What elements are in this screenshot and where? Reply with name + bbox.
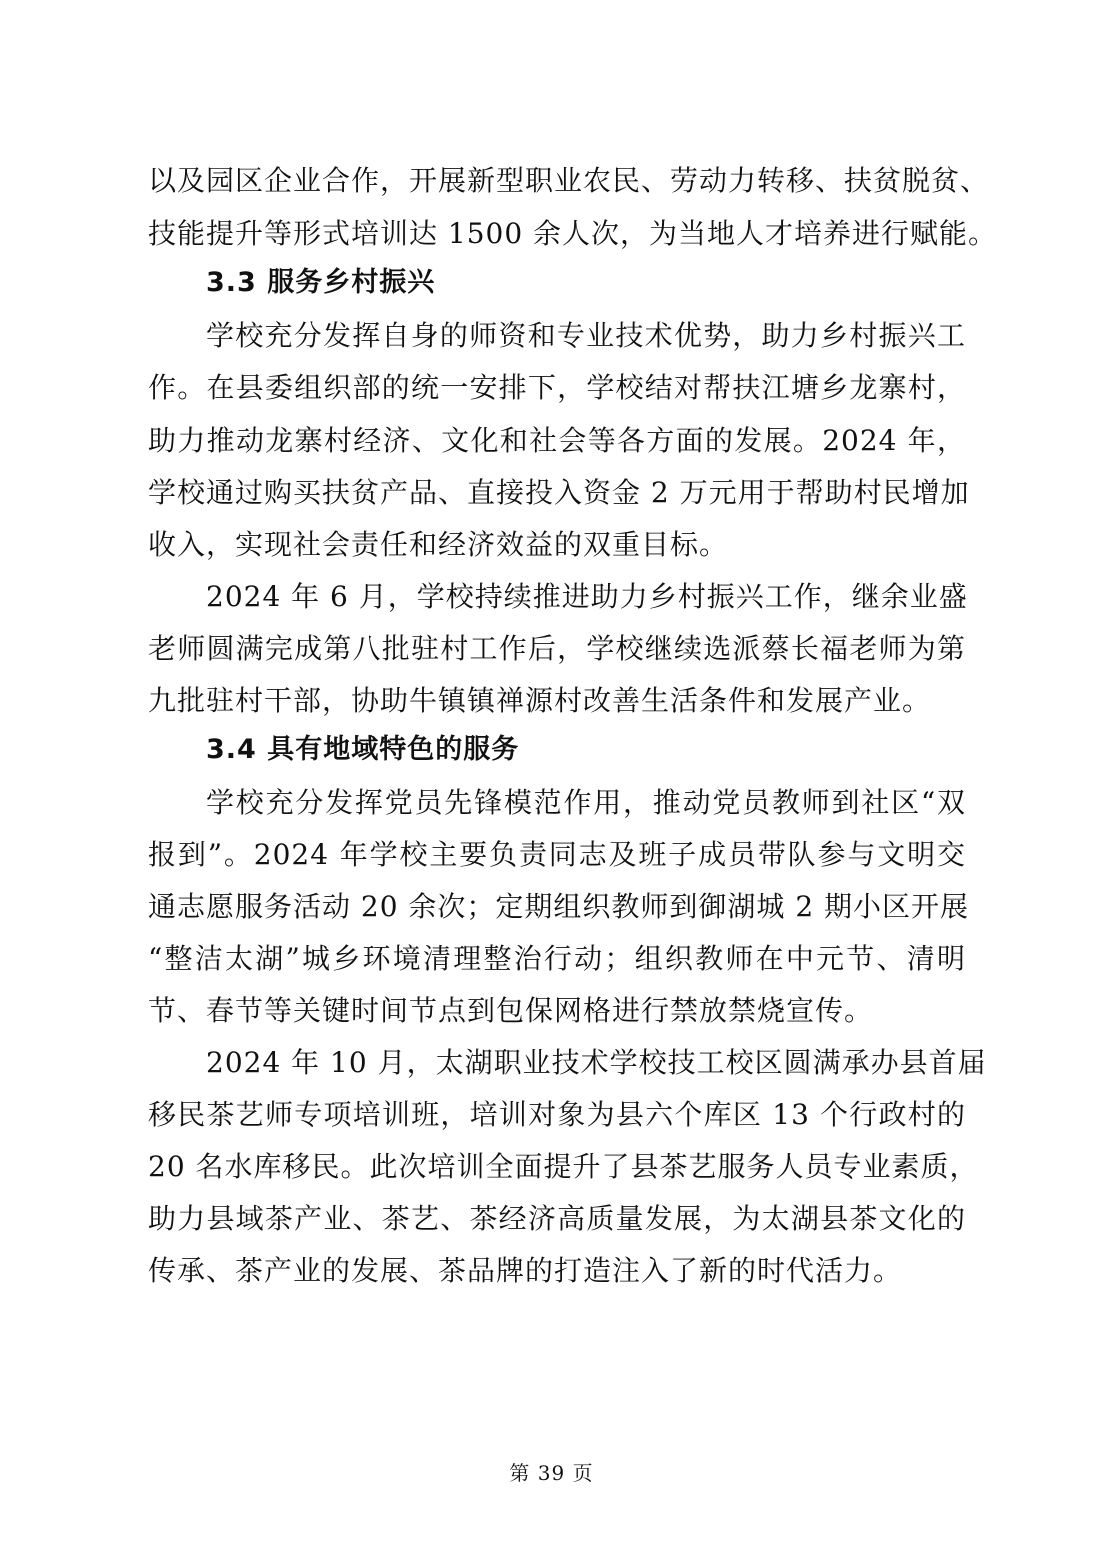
paragraph-line: 收入，实现社会责任和经济效益的双重目标。: [148, 528, 729, 561]
paragraph-line: 节、春节等关键时间节点到包保网格进行禁放禁烧宣传。: [148, 994, 874, 1027]
paragraph-line: 2024 年 10 月，太湖职业技术学校技工校区圆满承办县首届: [206, 1046, 987, 1079]
paragraph-line: 学校通过购买扶贫产品、直接投入资金 2 万元用于帮助村民增加: [148, 476, 970, 509]
paragraph-line: 移民茶艺师专项培训班，培训对象为县六个库区 13 个行政村的: [148, 1098, 966, 1131]
section-heading-3-4: 3.4 具有地域特色的服务: [206, 734, 520, 765]
paragraph-line: “整洁太湖”城乡环境清理整治行动；组织教师在中元节、清明: [148, 942, 966, 975]
paragraph-line: 20 名水库移民。此次培训全面提升了县茶艺服务人员专业素质，: [148, 1150, 979, 1183]
paragraph-line: 2024 年 6 月，学校持续推进助力乡村振兴工作，继余业盛: [206, 580, 968, 613]
paragraph-line: 报到”。2024 年学校主要负责同志及班子成员带队参与文明交: [148, 838, 966, 871]
paragraph-line: 作。在县委组织部的统一安排下，学校结对帮扶江塘乡龙寨村，: [148, 371, 966, 404]
paragraph-line: 助力推动龙寨村经济、文化和社会等各方面的发展。2024 年，: [148, 424, 966, 457]
paragraph-line: 通志愿服务活动 20 余次；定期组织教师到御湖城 2 期小区开展: [148, 890, 970, 923]
paragraph-line: 以及园区企业合作，开展新型职业农民、劳动力转移、扶贫脱贫、: [148, 164, 990, 197]
paragraph-line: 传承、茶产业的发展、茶品牌的打造注入了新的时代活力。: [148, 1254, 903, 1287]
paragraph-line: 学校充分发挥党员先锋模范作用，推动党员教师到社区“双: [206, 786, 966, 819]
section-heading-3-3: 3.3 服务乡村振兴: [206, 267, 436, 298]
paragraph-line: 九批驻村干部，协助牛镇镇禅源村改善生活条件和发展产业。: [148, 684, 932, 717]
paragraph-line: 学校充分发挥自身的师资和专业技术优势，助力乡村振兴工: [206, 319, 966, 352]
paragraph-line: 老师圆满完成第八批驻村工作后，学校继续选派蔡长福老师为第: [148, 632, 966, 665]
page-number: 第 39 页: [509, 1461, 594, 1485]
paragraph-line: 助力县域茶产业、茶艺、茶经济高质量发展，为太湖县茶文化的: [148, 1202, 966, 1235]
paragraph-line: 技能提升等形式培训达 1500 余人次，为当地人才培养进行赋能。: [148, 217, 998, 250]
